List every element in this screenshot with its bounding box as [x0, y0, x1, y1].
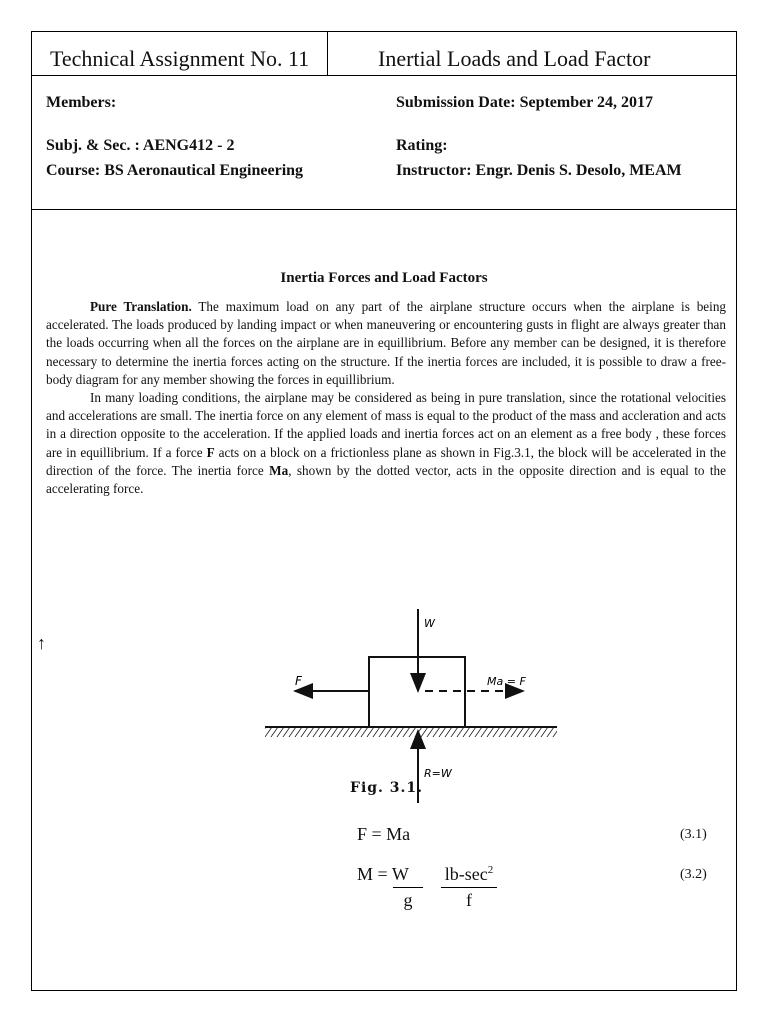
paragraph-2-part-a: In many loading conditions, the airplane may be considered as being in pure translation, since the rotational velocities and accelerations are small. The inertia force on any element of mass is equal to the product of the mass and accleration and acts in a direction opposite to the acceleration. If the applied loads and inertia forces act on an element as a free body , these forces are in equillibrium. If a force [46, 390, 726, 460]
equation-3-1-number: (3.1) [680, 827, 707, 842]
equation-3-1: F = Ma [357, 824, 411, 844]
paragraph-lead: Pure Translation. [90, 299, 192, 314]
submission-date: Submission Date: September 24, 2017 [396, 94, 654, 111]
paragraph-inertia [46, 389, 726, 498]
header-row [32, 32, 736, 76]
figure-caption: Fig. 3.1. [350, 780, 424, 796]
ground-hatching [265, 727, 557, 737]
members-label: Members: [46, 94, 117, 111]
instructor-label: Instructor: Engr. Denis S. Desolo, MEAM [396, 162, 682, 179]
assignment-page [31, 31, 737, 991]
assignment-topic: Inertial Loads and Load Factor [378, 46, 651, 71]
header-cell-left [32, 32, 328, 75]
label-w: W [424, 617, 435, 630]
paragraph-2-part-c: , shown by the dotted vector, acts in the opposite direction and is equal to the accelerating force. [46, 462, 726, 497]
free-body-diagram [237, 567, 557, 807]
fraction-line-mass [393, 887, 423, 888]
equation-3-2-unit-numerator [441, 864, 497, 885]
equation-3-2-unit-denominator: f [466, 890, 472, 910]
label-r-w: R=W [424, 767, 452, 780]
force-symbol: F [206, 444, 215, 460]
unit-numerator-text: lb-sec [444, 864, 488, 884]
equation-3-2-denominator: g [403, 890, 413, 910]
paragraph-1-text: The maximum load on any part of the airplane structure occurs when the airplane is being accelerated. The loads produced by landing impact or when maneuvering or encountering gusts in flight are always greater than the loads occurring when all the forces on the airplane are in equillibrium. Before any member can be designed, it is therefore necessary to determine the inertia forces acting on the structure. If the inertia forces are included, it is possible to draw a free-body diagram for any member showing the forces in equillibrium. [46, 299, 727, 387]
assignment-title: Technical Assignment No. 11 [50, 46, 310, 71]
course-label: Course: BS Aeronautical Engineering [46, 162, 304, 179]
fraction-line-unit [441, 887, 497, 888]
inertia-symbol: Ma [269, 462, 289, 478]
margin-arrow-mark: ↑ [37, 633, 46, 653]
label-ma-f: Ma = F [487, 675, 526, 688]
equation-3-2-lhs: M = W [357, 864, 409, 884]
paragraph-pure-translation [46, 298, 726, 389]
unit-exponent: 2 [487, 864, 494, 876]
rating-label: Rating: [396, 137, 448, 154]
paragraph-2-part-b: acts on a block on a frictionless plane as shown in Fig.3.1, the block will be accelerated in the direction of the force. The inertia force [46, 444, 726, 478]
section-heading: Inertia Forces and Load Factors [280, 270, 488, 286]
body-text [46, 298, 726, 498]
info-block [32, 76, 736, 210]
label-f: F [295, 674, 302, 688]
subject-section: Subj. & Sec. : AENG412 - 2 [46, 137, 235, 154]
equation-3-2-number: (3.2) [680, 867, 707, 882]
